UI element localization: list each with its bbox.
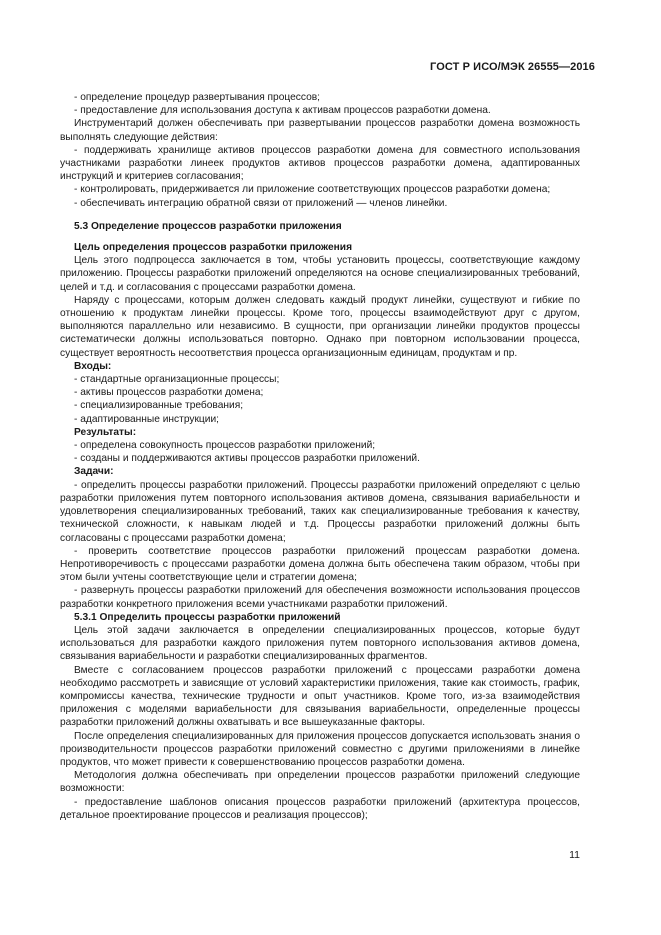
body-paragraph: Цель этого подпроцесса заключается в том, чтобы установить процессы, соответствующие каждому приложению. Процессы разработки приложений определяются на основе специализированных требований, целей и т.д. и согласования с процессами разработки домена. bbox=[60, 255, 580, 293]
list-item: - обеспечивать интеграцию обратной связи от приложений — членов линейки. bbox=[74, 197, 448, 209]
list-item: - развернуть процессы разработки приложений для обеспечения возможности использования процессов разработки конкретного приложения всеми участниками разработки приложений. bbox=[60, 585, 580, 610]
body-paragraph: После определения специализированных для приложения процессов допускается использовать знания о производительности процессов разработки приложений совместно с другими приложениями в линейке продуктов, что может привести к совершенствованию процессов разработки домена. bbox=[60, 730, 580, 768]
body-paragraph: Инструментарий должен обеспечивать при развертывании процессов разработки домена возможность выполнять следующие действия: bbox=[60, 118, 580, 143]
list-item: - определить процессы разработки приложений. Процессы разработки приложений определяют с целью разработки приложения путем повторного использования активов домена, связывания вариабельности и удовлетворения специализированных требований, таких как специализированные требования к качеству, технической сложности, к навыкам людей и т.д. Процессы разработки приложений должны быть согласованы с процессами разработки домена; bbox=[60, 479, 580, 544]
list-heading-results: Результаты: bbox=[74, 426, 137, 438]
document-body bbox=[60, 91, 580, 822]
list-item: - предоставление для использования доступа к активам процессов разработки домена. bbox=[74, 105, 491, 117]
list-item: - адаптированные инструкции; bbox=[74, 413, 219, 425]
list-item: - стандартные организационные процессы; bbox=[74, 374, 280, 386]
subsection-heading: Цель определения процессов разработки приложения bbox=[74, 242, 353, 254]
list-item: - активы процессов разработки домена; bbox=[74, 387, 264, 399]
section-heading: 5.3 Определение процессов разработки приложения bbox=[74, 220, 342, 232]
list-item: - проверить соответствие процессов разработки приложений процессам разработки домена. Непротиворечивость с процессами разработки домена должна быть обеспечена таким образом, чтобы при этом были учтены соответствующие цели и стратегии домена; bbox=[60, 545, 580, 584]
list-heading-inputs: Входы: bbox=[74, 360, 112, 372]
list-item: - предоставление шаблонов описания процессов разработки приложений (архитектура процессов, детальное проектирование процессов и реализация процессов); bbox=[60, 796, 580, 821]
list-heading-tasks: Задачи: bbox=[74, 466, 114, 478]
body-paragraph: Вместе с согласованием процессов разработки приложений с процессами разработки домена необходимо рассмотреть и зависящие от условий характеристики приложения, такие как стоимость, график, компромиссы качества, технические трудности и опыт участников. Кроме того, из-за взаимодействия приложения с моделями вариабельности для связывания вариабельности, определенные процессы разработки приложений должны охватывать и все вышеуказанные факторы. bbox=[60, 664, 580, 729]
page-number: 11 bbox=[569, 849, 580, 861]
document-code-header: ГОСТ Р ИСО/МЭК 26555—2016 bbox=[430, 61, 595, 73]
list-item: - созданы и поддерживаются активы процессов разработки приложений. bbox=[74, 453, 420, 465]
list-item: - определена совокупность процессов разработки приложений; bbox=[74, 440, 376, 452]
list-item: - контролировать, придерживается ли приложение соответствующих процессов разработки домена; bbox=[74, 184, 551, 196]
body-paragraph: Наряду с процессами, которым должен следовать каждый продукт линейки, существуют и гибкие по отношению к продуктам линейки процессы. Кроме того, процессы взаимодействуют друг с другом, выполняются параллельно или независимо. В сущности, при организации линейки продуктов процессы систематически должны использоваться повторно. Однако при повторном использовании процесса, существует вероятность несоответствия процесса организационным единицам, продуктам и пр. bbox=[60, 294, 580, 359]
body-paragraph: Методология должна обеспечивать при определении процессов разработки приложений следующие возможности: bbox=[60, 770, 580, 795]
list-item: - специализированные требования; bbox=[74, 400, 244, 412]
list-item: - определение процедур развертывания процессов; bbox=[74, 92, 320, 103]
list-item: - поддерживать хранилище активов процессов разработки домена для совместного использования участниками разработки линеек продуктов активов процессов разработки домена, адаптированных инструкций и критериев согласования; bbox=[60, 144, 580, 183]
body-paragraph: Цель этой задачи заключается в определении специализированных процессов, которые будут использоваться для разработки каждого приложения путем повторного использования активов домена, связывания вариабельности и разработки специализированных фрагментов. bbox=[60, 624, 580, 663]
subsection-heading: 5.3.1 Определить процессы разработки приложений bbox=[74, 611, 341, 623]
